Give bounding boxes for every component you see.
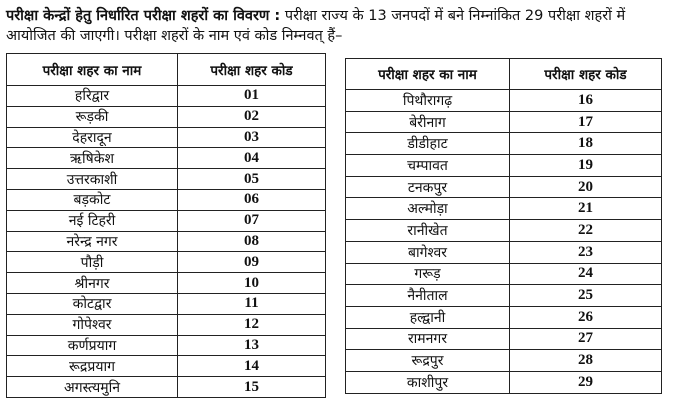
city-name-cell: काशीपुर xyxy=(346,371,510,393)
table-row xyxy=(7,148,326,169)
city-name-cell: श्रीनगर xyxy=(7,273,178,294)
table-row xyxy=(7,127,326,148)
city-name-cell: रूद्रपुर xyxy=(346,350,510,372)
table-row xyxy=(346,328,662,350)
table-row xyxy=(346,133,662,155)
city-name-cell: कोटद्वार xyxy=(7,293,178,314)
city-code-cell: 13 xyxy=(178,335,326,356)
city-code-cell: 27 xyxy=(510,328,662,350)
table-body-right xyxy=(346,90,662,394)
table-row xyxy=(7,356,326,377)
city-code-cell: 16 xyxy=(510,90,662,112)
table-row xyxy=(7,169,326,190)
column-header-city-name: परीक्षा शहर का नाम xyxy=(346,59,510,90)
city-name-cell: नैनीताल xyxy=(346,285,510,307)
intro-text: परीक्षा राज्य के 13 जनपदों में बने निम्नांकित 29 परीक्षा शहरों में आयोजित की जाएगी। परीक्षा शहरों के नाम एवं कोड निम्नवत् हैं– xyxy=(6,8,626,44)
city-code-cell: 03 xyxy=(178,127,326,148)
city-name-cell: ऋषिकेश xyxy=(7,148,178,169)
city-code-cell: 02 xyxy=(178,106,326,127)
intro-heading: परीक्षा केन्द्रों हेतु निर्धारित परीक्षा शहरों का विवरण : xyxy=(6,8,281,24)
city-code-cell: 11 xyxy=(178,293,326,314)
city-code-cell: 15 xyxy=(178,377,326,398)
city-code-cell: 26 xyxy=(510,306,662,328)
city-name-cell: रूद्रप्रयाग xyxy=(7,356,178,377)
city-code-cell: 25 xyxy=(510,285,662,307)
city-code-cell: 04 xyxy=(178,148,326,169)
table-row xyxy=(7,106,326,127)
table-row xyxy=(346,155,662,177)
city-code-cell: 29 xyxy=(510,371,662,393)
column-header-city-code: परीक्षा शहर कोड xyxy=(510,59,662,90)
table-row xyxy=(346,263,662,285)
column-header-city-name: परीक्षा शहर का नाम xyxy=(7,54,178,86)
city-name-cell: रानीखेत xyxy=(346,220,510,242)
city-name-cell: बड़कोट xyxy=(7,189,178,210)
table-header-row xyxy=(346,59,662,90)
city-name-cell: अल्मोड़ा xyxy=(346,198,510,220)
table-row xyxy=(7,252,326,273)
city-name-cell: उत्तरकाशी xyxy=(7,169,178,190)
city-code-cell: 01 xyxy=(178,86,326,107)
city-name-cell: डीडीहाट xyxy=(346,133,510,155)
table-row xyxy=(7,335,326,356)
table-row xyxy=(7,273,326,294)
city-name-cell: कर्णप्रयाग xyxy=(7,335,178,356)
city-code-cell: 14 xyxy=(178,356,326,377)
city-name-cell: नई टिहरी xyxy=(7,210,178,231)
table-row xyxy=(7,210,326,231)
table-row xyxy=(346,241,662,263)
city-code-cell: 19 xyxy=(510,155,662,177)
city-name-cell: अगस्त्यमुनि xyxy=(7,377,178,398)
table-body-left xyxy=(7,86,326,398)
city-code-cell: 17 xyxy=(510,111,662,133)
city-code-cell: 07 xyxy=(178,210,326,231)
city-name-cell: नरेन्द्र नगर xyxy=(7,231,178,252)
intro-paragraph xyxy=(6,6,670,46)
table-row xyxy=(346,198,662,220)
table-row xyxy=(7,189,326,210)
table-row xyxy=(7,377,326,398)
city-name-cell: चम्पावत xyxy=(346,155,510,177)
column-header-city-code: परीक्षा शहर कोड xyxy=(178,54,326,86)
city-code-cell: 24 xyxy=(510,263,662,285)
city-name-cell: रामनगर xyxy=(346,328,510,350)
city-code-cell: 22 xyxy=(510,220,662,242)
city-name-cell: टनकपुर xyxy=(346,176,510,198)
city-name-cell: पिथौरागढ़ xyxy=(346,90,510,112)
exam-cities-table-left xyxy=(6,53,326,398)
table-row xyxy=(7,314,326,335)
table-header-row xyxy=(7,54,326,86)
city-name-cell: पौड़ी xyxy=(7,252,178,273)
city-name-cell: गोपेश्वर xyxy=(7,314,178,335)
city-code-cell: 20 xyxy=(510,176,662,198)
city-name-cell: हरिद्वार xyxy=(7,86,178,107)
city-name-cell: देहरादून xyxy=(7,127,178,148)
city-code-cell: 12 xyxy=(178,314,326,335)
city-code-cell: 28 xyxy=(510,350,662,372)
city-code-cell: 10 xyxy=(178,273,326,294)
table-row xyxy=(346,350,662,372)
city-name-cell: गरूड़ xyxy=(346,263,510,285)
city-code-cell: 06 xyxy=(178,189,326,210)
table-row xyxy=(7,293,326,314)
city-name-cell: रूड़की xyxy=(7,106,178,127)
city-code-cell: 09 xyxy=(178,252,326,273)
table-row xyxy=(346,176,662,198)
table-row xyxy=(7,231,326,252)
city-name-cell: बागेश्वर xyxy=(346,241,510,263)
exam-cities-table-right xyxy=(345,58,662,394)
city-code-cell: 21 xyxy=(510,198,662,220)
city-name-cell: बेरीनाग xyxy=(346,111,510,133)
table-row xyxy=(346,220,662,242)
table-row xyxy=(7,86,326,107)
table-row xyxy=(346,90,662,112)
city-name-cell: हल्द्वानी xyxy=(346,306,510,328)
table-row xyxy=(346,306,662,328)
table-row xyxy=(346,285,662,307)
table-row xyxy=(346,371,662,393)
city-code-cell: 18 xyxy=(510,133,662,155)
city-code-cell: 23 xyxy=(510,241,662,263)
city-code-cell: 08 xyxy=(178,231,326,252)
table-row xyxy=(346,111,662,133)
city-code-cell: 05 xyxy=(178,169,326,190)
